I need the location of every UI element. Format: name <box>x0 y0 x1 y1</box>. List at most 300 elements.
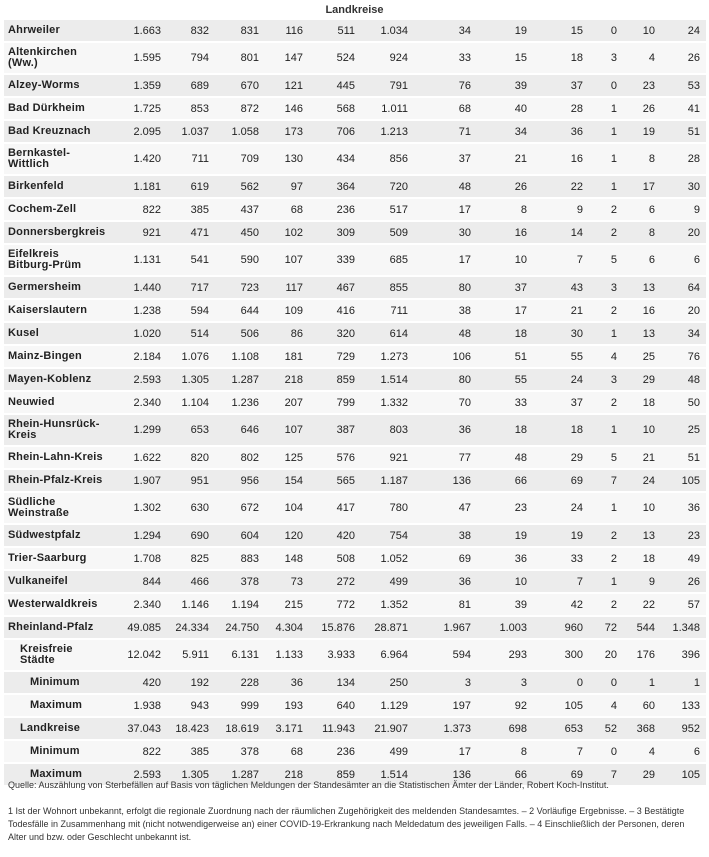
value-cell: 1.373 <box>414 718 477 741</box>
value-cell: 68 <box>265 199 309 222</box>
value-cell: 387 <box>309 415 361 447</box>
value-cell: 16 <box>477 222 533 245</box>
value-cell: 39 <box>477 594 533 617</box>
value-cell: 48 <box>661 369 706 392</box>
value-cell: 831 <box>215 20 265 43</box>
row-label: Bernkastel-Wittlich <box>4 144 109 176</box>
value-cell: 417 <box>309 493 361 525</box>
value-cell: 37 <box>533 75 589 98</box>
value-cell: 368 <box>623 718 661 741</box>
value-cell: 466 <box>167 571 215 594</box>
value-cell: 450 <box>215 222 265 245</box>
value-cell: 34 <box>661 323 706 346</box>
row-label: Ahrweiler <box>4 20 109 43</box>
value-cell: 181 <box>265 346 309 369</box>
value-cell: 116 <box>265 20 309 43</box>
value-cell: 416 <box>309 300 361 323</box>
value-cell: 6 <box>623 199 661 222</box>
value-cell: 10 <box>623 20 661 43</box>
value-cell: 207 <box>265 392 309 415</box>
value-cell: 511 <box>309 20 361 43</box>
table-row <box>4 392 706 415</box>
value-cell: 146 <box>265 98 309 121</box>
value-cell: 0 <box>589 20 623 43</box>
value-cell: 19 <box>533 525 589 548</box>
value-cell: 24 <box>533 369 589 392</box>
row-label: Donnersbergkreis <box>4 222 109 245</box>
table-row <box>4 617 706 640</box>
value-cell: 49.085 <box>109 617 167 640</box>
value-cell: 717 <box>167 277 215 300</box>
value-cell: 1.299 <box>109 415 167 447</box>
value-cell: 80 <box>414 277 477 300</box>
value-cell: 55 <box>477 369 533 392</box>
value-cell: 6 <box>623 245 661 277</box>
value-cell: 1.294 <box>109 525 167 548</box>
value-cell: 576 <box>309 447 361 470</box>
value-cell: 36 <box>265 672 309 695</box>
value-cell: 18 <box>623 548 661 571</box>
value-cell: 66 <box>477 470 533 493</box>
value-cell: 1.034 <box>361 20 414 43</box>
table-row <box>4 594 706 617</box>
table-row <box>4 20 706 43</box>
value-cell: 872 <box>215 98 265 121</box>
value-cell: 832 <box>167 20 215 43</box>
value-cell: 1.076 <box>167 346 215 369</box>
value-cell: 300 <box>533 640 589 672</box>
value-cell: 104 <box>265 493 309 525</box>
value-cell: 921 <box>361 447 414 470</box>
value-cell: 71 <box>414 121 477 144</box>
value-cell: 68 <box>414 98 477 121</box>
value-cell: 37 <box>414 144 477 176</box>
value-cell: 0 <box>589 741 623 764</box>
value-cell: 38 <box>414 525 477 548</box>
value-cell: 646 <box>215 415 265 447</box>
table-row <box>4 447 706 470</box>
value-cell: 822 <box>109 741 167 764</box>
value-cell: 24.750 <box>215 617 265 640</box>
value-cell: 34 <box>414 20 477 43</box>
value-cell: 6 <box>661 741 706 764</box>
value-cell: 3 <box>589 369 623 392</box>
row-label: Germersheim <box>4 277 109 300</box>
value-cell: 1.440 <box>109 277 167 300</box>
value-cell: 1.104 <box>167 392 215 415</box>
value-cell: 70 <box>414 392 477 415</box>
table-row <box>4 640 706 672</box>
value-cell: 1.287 <box>215 764 265 787</box>
value-cell: 136 <box>414 764 477 787</box>
table-row <box>4 415 706 447</box>
row-label: Landkreise <box>4 718 109 741</box>
value-cell: 125 <box>265 447 309 470</box>
value-cell: 136 <box>414 470 477 493</box>
value-cell: 16 <box>623 300 661 323</box>
value-cell: 30 <box>661 176 706 199</box>
value-cell: 5 <box>589 245 623 277</box>
value-cell: 24 <box>623 470 661 493</box>
value-cell: 614 <box>361 323 414 346</box>
value-cell: 80 <box>414 369 477 392</box>
value-cell: 698 <box>477 718 533 741</box>
value-cell: 2.593 <box>109 764 167 787</box>
value-cell: 19 <box>477 20 533 43</box>
table-row <box>4 43 706 75</box>
value-cell: 0 <box>589 75 623 98</box>
value-cell: 15 <box>477 43 533 75</box>
value-cell: 508 <box>309 548 361 571</box>
value-cell: 13 <box>623 323 661 346</box>
value-cell: 2.340 <box>109 594 167 617</box>
value-cell: 68 <box>265 741 309 764</box>
value-cell: 215 <box>265 594 309 617</box>
value-cell: 772 <box>309 594 361 617</box>
value-cell: 3.933 <box>309 640 361 672</box>
row-label: Bad Dürkheim <box>4 98 109 121</box>
value-cell: 11.943 <box>309 718 361 741</box>
value-cell: 24 <box>661 20 706 43</box>
value-cell: 1.420 <box>109 144 167 176</box>
value-cell: 594 <box>167 300 215 323</box>
value-cell: 2.095 <box>109 121 167 144</box>
value-cell: 218 <box>265 369 309 392</box>
value-cell: 57 <box>661 594 706 617</box>
value-cell: 130 <box>265 144 309 176</box>
value-cell: 76 <box>661 346 706 369</box>
value-cell: 192 <box>167 672 215 695</box>
row-label: Kaiserslautern <box>4 300 109 323</box>
value-cell: 9 <box>661 199 706 222</box>
value-cell: 34 <box>477 121 533 144</box>
value-cell: 47 <box>414 493 477 525</box>
value-cell: 3 <box>414 672 477 695</box>
value-cell: 1.514 <box>361 764 414 787</box>
value-cell: 19 <box>623 121 661 144</box>
value-cell: 509 <box>361 222 414 245</box>
value-cell: 39 <box>477 75 533 98</box>
value-cell: 20 <box>589 640 623 672</box>
value-cell: 134 <box>309 672 361 695</box>
value-cell: 690 <box>167 525 215 548</box>
value-cell: 21 <box>533 300 589 323</box>
value-cell: 3 <box>589 277 623 300</box>
value-cell: 120 <box>265 525 309 548</box>
value-cell: 1.305 <box>167 369 215 392</box>
table-row <box>4 525 706 548</box>
row-label: Südliche Weinstraße <box>4 493 109 525</box>
value-cell: 320 <box>309 323 361 346</box>
value-cell: 853 <box>167 98 215 121</box>
value-cell: 10 <box>477 571 533 594</box>
value-cell: 4 <box>623 741 661 764</box>
value-cell: 1 <box>589 493 623 525</box>
value-cell: 2 <box>589 594 623 617</box>
value-cell: 6.131 <box>215 640 265 672</box>
value-cell: 1 <box>589 121 623 144</box>
value-cell: 69 <box>533 764 589 787</box>
table-row <box>4 672 706 695</box>
table-row <box>4 695 706 718</box>
value-cell: 15.876 <box>309 617 361 640</box>
row-label: Alzey-Worms <box>4 75 109 98</box>
row-label: Rheinland-Pfalz <box>4 617 109 640</box>
value-cell: 176 <box>623 640 661 672</box>
value-cell: 420 <box>109 672 167 695</box>
value-cell: 711 <box>167 144 215 176</box>
value-cell: 0 <box>589 672 623 695</box>
value-cell: 1 <box>623 672 661 695</box>
value-cell: 18 <box>623 392 661 415</box>
row-label: Cochem-Zell <box>4 199 109 222</box>
value-cell: 437 <box>215 199 265 222</box>
source-note: Quelle: Auszählung von Sterbefällen auf Basis von täglichen Meldungen der Standesämter an die Statistischen Ämter der Länder, Robert Koch-Institut. <box>8 780 609 790</box>
value-cell: 1.020 <box>109 323 167 346</box>
value-cell: 855 <box>361 277 414 300</box>
table-row <box>4 199 706 222</box>
value-cell: 499 <box>361 571 414 594</box>
value-cell: 86 <box>265 323 309 346</box>
value-cell: 1.187 <box>361 470 414 493</box>
value-cell: 7 <box>533 571 589 594</box>
value-cell: 1.273 <box>361 346 414 369</box>
value-cell: 378 <box>215 741 265 764</box>
value-cell: 236 <box>309 741 361 764</box>
value-cell: 729 <box>309 346 361 369</box>
value-cell: 709 <box>215 144 265 176</box>
value-cell: 66 <box>477 764 533 787</box>
value-cell: 711 <box>361 300 414 323</box>
value-cell: 6.964 <box>361 640 414 672</box>
value-cell: 5.911 <box>167 640 215 672</box>
value-cell: 1.622 <box>109 447 167 470</box>
value-cell: 378 <box>215 571 265 594</box>
value-cell: 97 <box>265 176 309 199</box>
footnotes: 1 Ist der Wohnort unbekannt, erfolgt die regionale Zuordnung nach der räumlichen Zugehörigkeit des meldenden Standesamtes. – 2 Vorläufige Ergebnisse. – 3 Bestätigte Todesfälle in Zusammenhang mit (nicht notwendigerweise an) einer COVID-19-Erkrankung nach Meldedatum des jeweiligen Falls. – 4 Einschließlich der Personen, deren Alter und bzw. oder Geschlecht unbekannt ist. <box>8 806 685 842</box>
value-cell: 20 <box>661 222 706 245</box>
value-cell: 76 <box>414 75 477 98</box>
value-cell: 154 <box>265 470 309 493</box>
value-cell: 951 <box>167 470 215 493</box>
value-cell: 7 <box>589 470 623 493</box>
value-cell: 197 <box>414 695 477 718</box>
value-cell: 1 <box>589 571 623 594</box>
value-cell: 517 <box>361 199 414 222</box>
value-cell: 1.108 <box>215 346 265 369</box>
value-cell: 1.663 <box>109 20 167 43</box>
value-cell: 541 <box>167 245 215 277</box>
value-cell: 148 <box>265 548 309 571</box>
value-cell: 73 <box>265 571 309 594</box>
value-cell: 1.967 <box>414 617 477 640</box>
value-cell: 791 <box>361 75 414 98</box>
value-cell: 92 <box>477 695 533 718</box>
value-cell: 36 <box>414 571 477 594</box>
value-cell: 856 <box>361 144 414 176</box>
value-cell: 1 <box>589 144 623 176</box>
value-cell: 193 <box>265 695 309 718</box>
value-cell: 17 <box>477 300 533 323</box>
value-cell: 33 <box>477 392 533 415</box>
value-cell: 107 <box>265 245 309 277</box>
value-cell: 9 <box>533 199 589 222</box>
value-cell: 672 <box>215 493 265 525</box>
value-cell: 3 <box>477 672 533 695</box>
value-cell: 396 <box>661 640 706 672</box>
value-cell: 38 <box>414 300 477 323</box>
value-cell: 12.042 <box>109 640 167 672</box>
value-cell: 0 <box>533 672 589 695</box>
value-cell: 644 <box>215 300 265 323</box>
value-cell: 653 <box>167 415 215 447</box>
value-cell: 133 <box>661 695 706 718</box>
row-label: Rhein-Lahn-Kreis <box>4 447 109 470</box>
value-cell: 17 <box>414 199 477 222</box>
row-label: Minimum <box>4 672 109 695</box>
table-body <box>4 20 706 787</box>
value-cell: 956 <box>215 470 265 493</box>
row-label: Westerwaldkreis <box>4 594 109 617</box>
value-cell: 30 <box>533 323 589 346</box>
value-cell: 30 <box>414 222 477 245</box>
value-cell: 236 <box>309 199 361 222</box>
row-label: Trier-Saarburg <box>4 548 109 571</box>
section-title: Landkreise <box>325 4 384 16</box>
table-row <box>4 470 706 493</box>
value-cell: 364 <box>309 176 361 199</box>
row-label: Neuwied <box>4 392 109 415</box>
value-cell: 1.595 <box>109 43 167 75</box>
value-cell: 22 <box>623 594 661 617</box>
value-cell: 565 <box>309 470 361 493</box>
value-cell: 37.043 <box>109 718 167 741</box>
value-cell: 50 <box>661 392 706 415</box>
value-cell: 630 <box>167 493 215 525</box>
value-cell: 23 <box>661 525 706 548</box>
value-cell: 1 <box>661 672 706 695</box>
value-cell: 2.593 <box>109 369 167 392</box>
value-cell: 820 <box>167 447 215 470</box>
value-cell: 55 <box>533 346 589 369</box>
value-cell: 1 <box>589 415 623 447</box>
value-cell: 2.340 <box>109 392 167 415</box>
value-cell: 121 <box>265 75 309 98</box>
value-cell: 29 <box>623 764 661 787</box>
value-cell: 117 <box>265 277 309 300</box>
value-cell: 754 <box>361 525 414 548</box>
value-cell: 24 <box>533 493 589 525</box>
value-cell: 1.348 <box>661 617 706 640</box>
value-cell: 4.304 <box>265 617 309 640</box>
value-cell: 1.011 <box>361 98 414 121</box>
table-row <box>4 75 706 98</box>
value-cell: 69 <box>414 548 477 571</box>
value-cell: 921 <box>109 222 167 245</box>
value-cell: 41 <box>661 98 706 121</box>
value-cell: 1.305 <box>167 764 215 787</box>
value-cell: 106 <box>414 346 477 369</box>
value-cell: 8 <box>623 222 661 245</box>
row-label: Mainz-Bingen <box>4 346 109 369</box>
value-cell: 69 <box>533 470 589 493</box>
value-cell: 619 <box>167 176 215 199</box>
value-cell: 293 <box>477 640 533 672</box>
value-cell: 640 <box>309 695 361 718</box>
row-label: Maximum <box>4 764 109 787</box>
row-label: Minimum <box>4 741 109 764</box>
value-cell: 17 <box>414 741 477 764</box>
value-cell: 2 <box>589 548 623 571</box>
value-cell: 653 <box>533 718 589 741</box>
value-cell: 670 <box>215 75 265 98</box>
value-cell: 859 <box>309 369 361 392</box>
value-cell: 2 <box>589 525 623 548</box>
value-cell: 434 <box>309 144 361 176</box>
value-cell: 309 <box>309 222 361 245</box>
value-cell: 3.171 <box>265 718 309 741</box>
table-row <box>4 144 706 176</box>
value-cell: 544 <box>623 617 661 640</box>
value-cell: 250 <box>361 672 414 695</box>
value-cell: 385 <box>167 741 215 764</box>
value-cell: 51 <box>661 447 706 470</box>
row-label: Rhein-Pfalz-Kreis <box>4 470 109 493</box>
value-cell: 48 <box>477 447 533 470</box>
value-cell: 173 <box>265 121 309 144</box>
value-cell: 218 <box>265 764 309 787</box>
value-cell: 29 <box>533 447 589 470</box>
value-cell: 20 <box>661 300 706 323</box>
value-cell: 1.181 <box>109 176 167 199</box>
table-row <box>4 300 706 323</box>
value-cell: 107 <box>265 415 309 447</box>
value-cell: 10 <box>623 415 661 447</box>
row-label: Südwestpfalz <box>4 525 109 548</box>
value-cell: 8 <box>477 199 533 222</box>
table-row <box>4 741 706 764</box>
value-cell: 102 <box>265 222 309 245</box>
value-cell: 883 <box>215 548 265 571</box>
row-label: Rhein-Hunsrück-Kreis <box>4 415 109 447</box>
table-row <box>4 277 706 300</box>
value-cell: 499 <box>361 741 414 764</box>
value-cell: 105 <box>533 695 589 718</box>
value-cell: 36 <box>533 121 589 144</box>
value-cell: 420 <box>309 525 361 548</box>
value-cell: 37 <box>477 277 533 300</box>
value-cell: 77 <box>414 447 477 470</box>
row-label: Bad Kreuznach <box>4 121 109 144</box>
value-cell: 1.514 <box>361 369 414 392</box>
value-cell: 2 <box>589 199 623 222</box>
value-cell: 1 <box>589 176 623 199</box>
value-cell: 524 <box>309 43 361 75</box>
value-cell: 42 <box>533 594 589 617</box>
value-cell: 1.332 <box>361 392 414 415</box>
value-cell: 385 <box>167 199 215 222</box>
value-cell: 706 <box>309 121 361 144</box>
value-cell: 689 <box>167 75 215 98</box>
table-row <box>4 718 706 741</box>
table-row <box>4 346 706 369</box>
value-cell: 23 <box>477 493 533 525</box>
value-cell: 22 <box>533 176 589 199</box>
value-cell: 81 <box>414 594 477 617</box>
value-cell: 18 <box>477 323 533 346</box>
value-cell: 803 <box>361 415 414 447</box>
value-cell: 272 <box>309 571 361 594</box>
